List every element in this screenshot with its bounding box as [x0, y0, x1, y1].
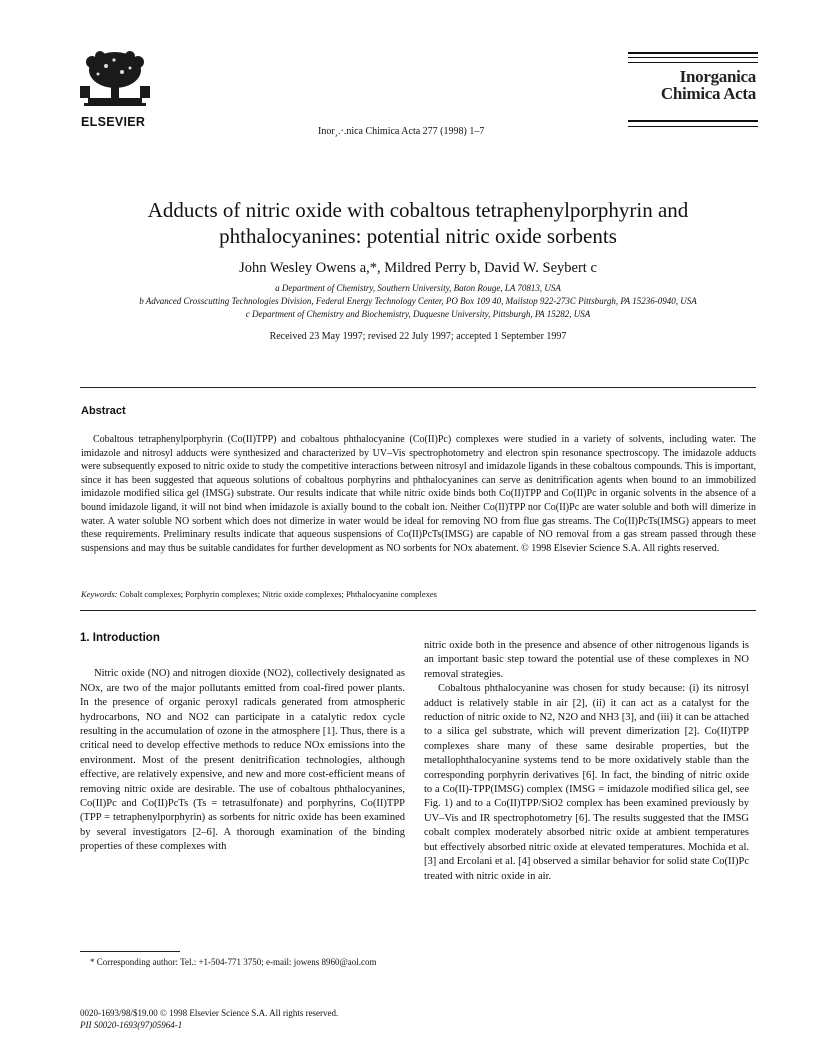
journal-citation: Inor¸.·.nica Chimica Acta 277 (1998) 1–7 — [318, 126, 485, 137]
divider-top — [80, 387, 756, 388]
footnote-rule — [80, 951, 180, 952]
affiliation-c: c Department of Chemistry and Biochemistry, Duquesne University, Pittsburgh, PA 15282, USA — [245, 309, 591, 319]
publisher-name: ELSEVIER — [81, 115, 146, 129]
right-column — [424, 639, 749, 884]
divider-bottom — [80, 610, 756, 611]
keywords-text: Cobalt complexes; Porphyrin complexes; Nitric oxide complexes; Phthalocyanine complexes — [119, 589, 437, 599]
keywords-label: Keywords: — [81, 589, 118, 599]
article-title — [80, 197, 756, 249]
keywords — [81, 589, 437, 599]
left-column — [80, 631, 405, 855]
title-line-1: Adducts of nitric oxide with cobaltous tetraphenylporphyrin and — [147, 198, 689, 222]
corresponding-author-footnote: * Corresponding author: Tel.: +1-504-771 3750; e-mail: jowens 8960@aol.com — [90, 957, 377, 967]
journal-name-line1: Inorganica — [679, 67, 756, 86]
intro-paragraph-1: Nitric oxide (NO) and nitrogen dioxide (NO2), collectively designated as NOx, are two of the major pollutants emitted from coal-fired power plants. In the presence of organic peroxyl radicals generated from atmospheric hydrocarbons, NO and NO2 can participate in a catalytic redox cycle resulting in the accumulation of ozone in the atmosphere [1]. Thus, there is a critical need to develop effective methods to reduce NOx emissions into the environment. Most of the present denitrification technologies, although effective, are relatively expensive, and new and more cost-efficient means of removing nitric oxide are desirable. The use of cobaltous phthalocyanines, Co(II)Pc and Co(II)PcTs (Ts = tetrasulfonate) and porphyrins, Co(II)TPP (TPP = tetraphenylporphyrin) as sorbents for nitric oxide has been examined by several investigators [2–6]. A thorough examination of the binding properties of these complexes with — [80, 668, 405, 853]
copyright-block — [80, 1007, 410, 1031]
pii-line: PII S0020-1693(97)05964-1 — [80, 1020, 183, 1030]
section-heading: 1. Introduction — [80, 632, 160, 644]
abstract-heading: Abstract — [81, 405, 126, 417]
intro-paragraph-2: Cobaltous phthalocyanine was chosen for study because: (i) its nitrosyl adduct is relatively stable in air [2], (ii) it can act as a catalyst for the reduction of nitric oxide to N2, N2O and NH3 [3], and (iii) it can be attached to a silica gel substrate, which will prevent dimerization [2]. Co(II)TPP complexes share many of these same desirable properties, but the metallophthalocyanine systems tend to be more oxidatively stable than the corresponding porphyrin derivatives [6]. In fact, the binding of nitric oxide to a Co(II)-TPP(IMSG) complex (IMSG = imidazole modified silica gel, see Fig. 1) and to a Co(II)TPP/SiO2 complex has been examined previously by UV–Vis and IR spectrophotometry [6]. The results suggested that the IMSG cobalt complex moderately absorbed nitric oxide at ambient temperatures but effectively absorbed nitric oxide at elevated temperatures. Mochida et al. [3] and Ercolani et al. [4] observed a similar behavior for solid state Co(II)Pc treated with nitric oxide in air. — [424, 683, 749, 882]
affiliation-b: b Advanced Crosscutting Technologies Division, Federal Energy Technology Center, PO Box 109 40, Mailstop 922-273C Pittsburgh, PA 15236-0940, USA — [139, 296, 697, 306]
inorganica-chimica-acta-logo — [628, 52, 758, 130]
author-list: John Wesley Owens a,*, Mildred Perry b, David W. Seybert c — [239, 260, 597, 276]
affiliation-a: a Department of Chemistry, Southern University, Baton Rouge, LA 70813, USA — [275, 283, 561, 293]
received-dates: Received 23 May 1997; revised 22 July 1997; accepted 1 September 1997 — [269, 331, 567, 342]
intro-paragraph-continued: nitric oxide both in the presence and absence of other nitrogenous ligands is an important basic step toward the potential use of these complexes in NO removal strategies. — [424, 640, 749, 680]
title-line-2: phthalocyanines: potential nitric oxide sorbents — [219, 224, 617, 248]
journal-name-line2: Chimica Acta — [660, 84, 756, 103]
abstract-text: Cobaltous tetraphenylporphyrin (Co(II)TPP) and cobaltous phthalocyanine (Co(II)Pc) complexes were studied in a variety of solvents, including water. The imidazole and nitrosyl adducts were synthesized and characterized by UV–Vis spectrophotometry and electron spin resonance spectroscopy. The imidazole adducts were subsequently exposed to nitric oxide to study the competitive interactions between nitrosyl and imidazole ligands in these cobaltous compounds. This is important, since it has been suggested that aqueous solutions of cobaltous porphyrins and phthalocyanines can serve as denitrification agents when bound to an immobilized imidazole modified silica gel (IMSG) substrate. Our results indicate that while nitric oxide binds both Co(II)TPP and Co(II)Pc in organic solvents in the absence of a bound imidazole ligand, it will not bind when imidazole is axially bound to the cobalt ion. Neither Co(II)TPP nor Co(II)Pc are water soluble and both will dimerize in water. A water soluble NO sorbent which does not dimerize in water would be ideal for removing NO from flue gas streams. The Co(II)PcTs(IMSG) appears to meet these requirements. Preliminary results indicate that aqueous suspensions of Co(II)PcTs(IMSG) are capable of NO removal from a gas stream passed through these suspensions and may thus be suitable candidates for further development as NO sorbents for NOx abatement. © 1998 Elsevier Science S.A. All rights reserved. — [81, 434, 756, 554]
elsevier-tree-logo — [78, 48, 152, 110]
copyright-line: 0020-1693/98/$19.00 © 1998 Elsevier Science S.A. All rights reserved. — [80, 1008, 339, 1018]
